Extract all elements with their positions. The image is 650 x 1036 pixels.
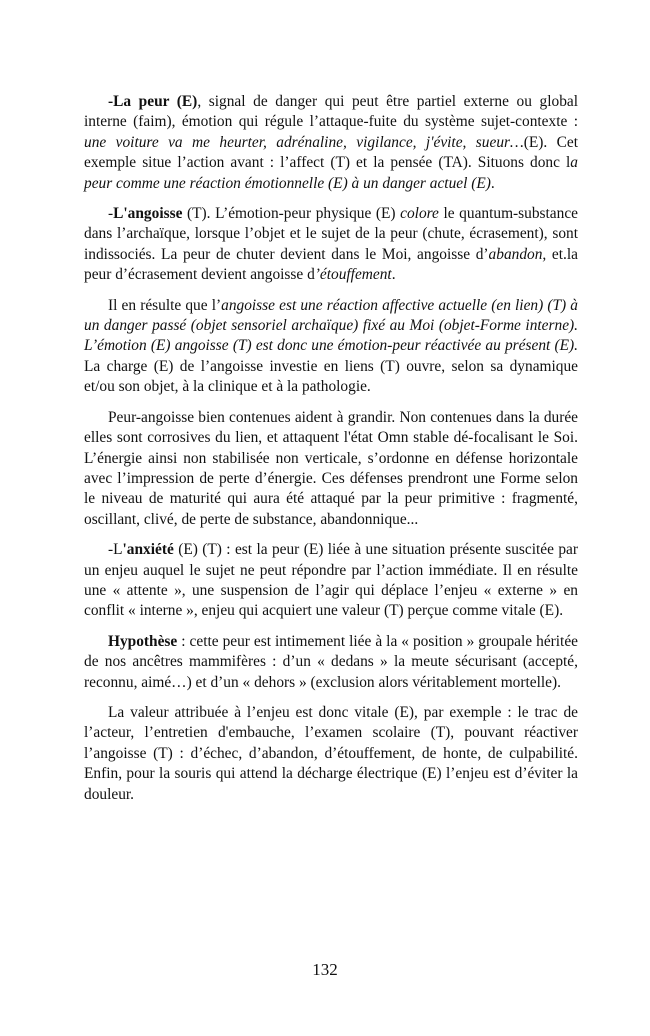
- text-run: ’étouffement: [314, 266, 392, 284]
- text-run: Il en résulte que l’: [108, 296, 222, 314]
- paragraph-resulte: [84, 296, 578, 398]
- text-run: angoisse est une réaction affective actuelle (en lien) (T) à un danger passé (objet sensoriel archaïque) fixé au Moi (objet-Forme interne). L’émotion (E) angoisse (T) est donc une émotion-peur réactivée au présent (E).: [84, 296, 578, 355]
- page-body: [84, 92, 578, 815]
- text-run: .: [391, 266, 396, 284]
- text-run: -L: [108, 541, 123, 559]
- text-run: : cette peur est intimement liée à la « position » groupale héritée de nos ancêtres mammifères : d’un « dedans » la meute sécurisant (accepté, reconnu, aimé…) et d’un « dehors » (exclusion alors véritablement mortelle).: [84, 632, 578, 691]
- text-run: -: [108, 205, 114, 223]
- page-number: 132: [312, 960, 338, 979]
- text-run: une voiture va me heurter, adrénaline, vigilance, j'évite, sueur…: [84, 133, 524, 151]
- text-run: -La peur (E): [108, 93, 198, 110]
- paragraph-hypothese: [84, 632, 578, 693]
- text-run: (T). L’émotion-peur physique (E): [182, 205, 401, 223]
- text-run: et.la peur d’écrasement devient angoisse d: [84, 245, 578, 284]
- paragraph-anxiete: [84, 540, 578, 622]
- text-run: 'anxiété: [122, 541, 174, 559]
- text-run: La charge (E) de l’angoisse investie en liens (T) ouvre, selon sa dynamique et/ou son objet, à la clinique et à la pathologie.: [84, 357, 578, 396]
- text-run: (E). Cet exemple situe l’action avant : l’affect (T) et la pensée (TA). Situons donc l: [84, 133, 578, 172]
- text-run: Peur-angoisse bien contenues aident à grandir. Non contenues dans la durée elles sont corrosives du lien, et attaquent l'état Omn stable dé-focalisant le Soi. L’énergie ainsi non stabilisée non verticale, s’ordonne en défense horizontale avec l’impression de perte d’énergie. Ces défenses prendront une Forme selon le niveau de maturité qui aura été attaqué par la peur primitive : fragmenté, oscillant, clivé, de perte de substance, abandonnique...: [84, 408, 578, 528]
- paragraph-peur-angoisse: [84, 408, 578, 530]
- text-run: le quantum-substance dans l’archaïque, lorsque l’objet et le sujet de la peur (chute, écrasement), sont indissociés. La peur de chuter devient dans le Moi, angoisse d’: [84, 205, 578, 263]
- paragraph-angoisse: [84, 204, 578, 286]
- text-run: L'angoisse: [113, 205, 183, 223]
- text-run: La valeur attribuée à l’enjeu est donc vitale (E), par exemple : le trac de l’acteur, l’entretien d'embauche, l’examen scolaire (T), pouvant réactiver l’angoisse (T) : d’échec, d’abandon, d’étouffement, de honte, de culpabilité. Enfin, pour la souris qui attend la décharge électrique (E) l’enjeu est d’éviter la douleur.: [84, 703, 578, 803]
- text-run: , signal de danger qui peut être partiel externe ou global interne (faim), émotion qui régule l’attaque-fuite du système sujet-contexte :: [84, 93, 578, 131]
- text-run: .: [490, 174, 495, 192]
- text-run: colore: [400, 205, 439, 223]
- paragraph-valeur: [84, 703, 578, 805]
- text-run: Hypothèse: [108, 632, 178, 650]
- text-run: abandon,: [488, 245, 547, 263]
- text-run: (E) (T) : est la peur (E) liée à une situation présente suscitée par un enjeu auquel le sujet ne peut répondre par l’action immédiate. Il en résulte une « attente », une suspension de l’agir qui déplace l’enjeu « externe » en conflit « interne », enjeu qui acquiert une valeur (T) perçue comme vitale (E).: [84, 541, 578, 620]
- paragraph-peur: [84, 92, 578, 194]
- text-run: a peur comme une réaction émotionnelle (E) à un danger actuel (E): [84, 154, 578, 192]
